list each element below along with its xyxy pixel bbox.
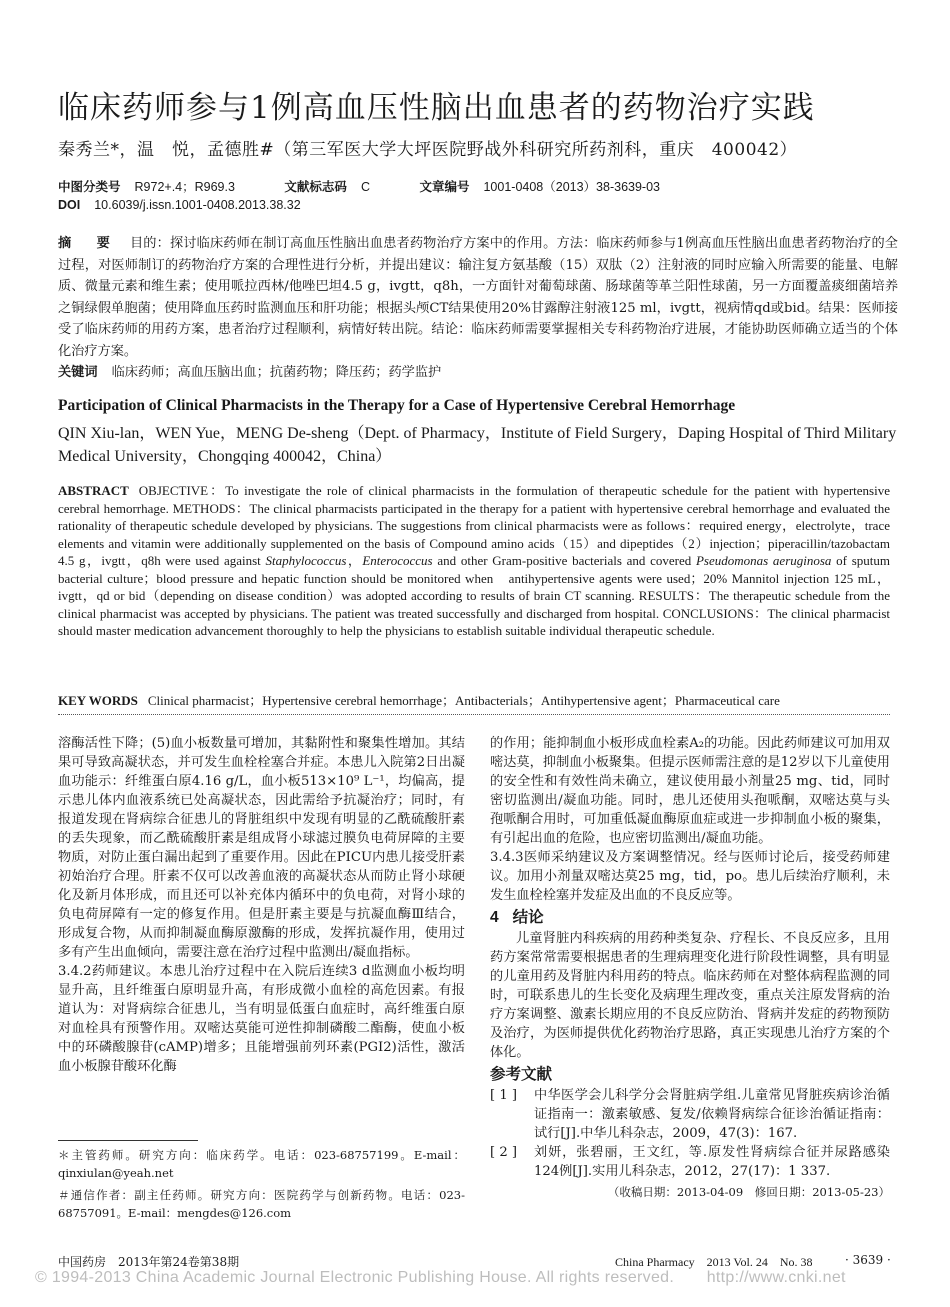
english-title: Participation of Clinical Pharmacists in the Therapy for a Case of Hypertensive Cerebral Hemorrhage <box>58 397 736 414</box>
body-right-column <box>490 734 890 1202</box>
right-paragraph-1: 的作用；能抑制血小板形成血栓素A₂的功能。因此药师建议可加用双嘧达莫，抑制血小板聚集。但提示医师需注意的是12岁以下儿童使用的安全性和有效性尚未确立，建议使用最小剂量25 mg、tid，同时密切监测出/凝血功能。同时，患儿还使用头孢哌酮，双嘧达莫与头孢哌酮合用时，可加重低凝血酶原血症或进一步抑制血小板的聚集，有引起出血的危险，也应密切监测出/凝血功能。 <box>490 736 890 846</box>
abstract-cn-text: 目的：探讨临床药师在制订高血压性脑出血患者药物治疗方案中的作用。方法：临床药师参与1例高血压性脑出血患者药物治疗的全过程，对医师制订的药物治疗方案的合理性进行分析，并提出建议：输注复方氨基酸（15）双肽（2）注射液的同时应输入所需要的能量、电解质、微量元素和维生素；使用哌拉西林/他唑巴坦4.5 g，ivgtt，q8h，一方面针对葡萄球菌、肠球菌等革兰阳性球菌，另一方面覆盖痰细菌培养之铜绿假单胞菌；使用降血压药时监测血压和肝功能；根据头颅CT结果使用20%甘露醇注射液125 ml，ivgtt，视病情qd或bid。结果：医师接受了临床药师的用药方案，患者治疗过程顺利，病情好转出院。结论：临床药师需要掌握相关专科药物治疗进展，才能协助医师确立适当的个体化治疗方案。 <box>58 236 898 359</box>
copyright-watermark: © 1994-2013 China Academic Journal Electronic Publishing House. All rights reserved. http://www.cnki.net <box>35 1269 846 1286</box>
doi-label: DOI <box>58 198 81 212</box>
article-number-value: 1001-0408（2013）38-3639-03 <box>483 180 660 194</box>
footer-journal-en: China Pharmacy 2013 Vol. 24 No. 38 <box>615 1255 813 1269</box>
reference-number: [ 2 ] <box>490 1145 518 1160</box>
clc-label: 中图分类号 <box>58 180 121 194</box>
section-4-heading <box>490 908 890 927</box>
abstract-en-part1: OBJECTIVE：To investigate the role of clinical pharmacists in the formulation of therapeutic schedule for the patient with hypertensive cerebral hemorrhage. METHODS：The clinical pharmacists participated in the therapy for a patient with hypertensive cerebral hemorrhage and evaluated the rationality of therapeutic schedule developed by physicians. The suggestions from clinical pharmacists were as follows：required energy，electrolyte，trace elements and vitamin were additionally supplemented on the basis of Compound amino acids（15）and dipeptides（2）injection；piperacillin/tazobactam 4.5 g，ivgtt，q8h were used against <box>58 483 890 568</box>
footer-journal-cn: 中国药房 2013年第24卷第38期 <box>58 1255 240 1269</box>
abstract-en-sep2: and other Gram-positive bacterials and covered <box>432 553 696 568</box>
keywords-cn-text: 临床药师；高血压脑出血；抗菌药物；降压药；药学监护 <box>111 365 442 380</box>
doc-code-value: C <box>360 180 370 194</box>
references-heading: 参考文献 <box>490 1066 553 1083</box>
abstract-cn-label: 摘 要 <box>58 235 116 250</box>
abstract-en-label: ABSTRACT <box>58 483 129 498</box>
abstract-en <box>58 482 890 640</box>
abstract-en-part2: of sputum bacterial culture；blood pressure and hepatic function should be monitored when antihypertensive agents were used；20% Mannitol injection 125 mL，ivgtt，qd or bid（depending on disease condition）was adopted according to results of brain CT scanning. RESULTS：The therapeutic schedule from the clinical pharmacist was accepted by physicians. The patient was treated successfully and discharged from hospital. CONCLUSIONS：The clinical pharmacist should master medication advancement thoroughly to help the physicians to establish suitable individual therapeutic schedule. <box>58 553 890 638</box>
footnote-2: ＃通信作者：副主任药师。研究方向：医院药学与创新药物。电话：023-68757091。E-mail：mengdes@126.com <box>58 1188 465 1220</box>
species-pseudomonas: Pseudomonas aeruginosa <box>695 553 832 568</box>
received-dates: （收稿日期：2013-04-09 修回日期：2013-05-23） <box>607 1185 890 1199</box>
footnote-rule <box>58 1140 198 1141</box>
section-3-4-3 <box>490 848 890 905</box>
english-authors: QIN Xiu-lan，WEN Yue，MENG De-sheng（Dept. of Pharmacy，Institute of Field Surgery，Daping Hospital of Third Military Medical University，Chongqing 400042，China） <box>58 425 897 465</box>
section-text: 药师建议。本患儿治疗过程中在入院后连续3 d监测血小板均明显升高，且纤维蛋白原明显升高，有形成微小血栓的高危因素。有报道认为：对肾病综合征患儿，当有明显低蛋白血症时，高纤维蛋白原对血栓具有预警作用。双嘧达莫能可逆性抑制磷酸二酯酶，使血小板中的环磷酸腺苷(cAMP)增多；且能增强前列环素(PGI2)活性，激活血小板腺苷酸环化酶 <box>58 964 465 1074</box>
species-staphylococcus: Staphylococcus <box>265 553 347 568</box>
reference-text: 刘妍，张碧丽，王文红，等.原发性肾病综合征并尿路感染124例[J].实用儿科杂志，2012，27(17)：1 337. <box>534 1145 890 1179</box>
footnote-1: ＊主管药师。研究方向：临床药学。电话：023-68757199。E-mail：qinxiulan@yeah.net <box>58 1148 465 1180</box>
doi-line <box>58 198 301 212</box>
reference-text: 中华医学会儿科学分会肾脏病学组.儿童常见肾脏疾病诊治循证指南一：激素敏感、复发/依赖肾病综合征诊治循证指南：试行[J].中华儿科杂志，2009，47(3)：167. <box>534 1088 890 1141</box>
article-number-label: 文章编号 <box>419 180 470 194</box>
reference-item <box>490 1086 890 1143</box>
page-number: · 3639 · <box>845 1253 891 1267</box>
section-text: 医师采纳建议及方案调整情况。经与医师讨论后，接受药师建议。加用小剂量双嘧达莫25 mg，tid，po。患儿后续治疗顺利，未发生血栓栓塞并发症及出血的不良反应等。 <box>490 850 890 903</box>
keywords-en <box>58 690 780 709</box>
doi-value[interactable]: 10.6039/j.issn.1001-0408.2013.38.32 <box>94 198 301 212</box>
keywords-en-label: KEY WORDS <box>58 693 138 708</box>
keywords-en-text: Clinical pharmacist；Hypertensive cerebral hemorrhage；Antibacterials；Antihypertensive agent；Pharmaceutical care <box>147 693 780 708</box>
left-paragraph-1: 溶酶活性下降；(5)血小板数量可增加，其黏附性和聚集性增加。其结果可导致高凝状态，并可发生血栓栓塞合并症。本患儿入院第2日出凝血功能示：纤维蛋白原4.16 g/L，血小板513×10⁹ L⁻¹，均偏高，提示患儿体内血液系统已处高凝状态，因此需给予抗凝治疗；同时，有报道发现在肾病综合征患儿的肾脏组织中发现有明显的乙酰硫酸肝素的丢失现象，而乙酰硫酸肝素是组成肾小球滤过膜负电荷屏障的主要物质，对防止蛋白漏出起到了重要作用。因此在PICU内患儿接受肝素初始治疗合理。肝素不仅可以改善血液的高凝状态从而防止肾小球硬化及新月体形成，而且还可以补充体内循环中的负电荷，对肾小球的负电荷屏障有一定的修复作用。但是肝素主要是与抗凝血酶Ⅲ结合，形成复合物，从而抑制凝血酶原激酶的形成，发挥抗凝作用，使用过多有产生出血倾向，需要注意在治疗过程中监测出/凝血指标。 <box>58 736 465 960</box>
author-line: 秦秀兰*，温 悦，孟德胜#（第三军医大学大坪医院野战外科研究所药剂科，重庆 400042） <box>58 140 798 160</box>
conclusion-paragraph: 儿童肾脏内科疾病的用药种类复杂、疗程长、不良反应多，且用药方案常常需要根据患者的生理病理变化进行阶段性调整，具有明显的儿童用药及肾脏内科用药的特点。临床药师在对整体病程监测的同时，可联系患儿的生长变化及病理生理改变，重点关注原发肾病的治疗方案调整、激素长期应用的不良反应防治、肾病并发症的药物预防及治疗，为医师提供优化药物治疗思路，真正实现患儿治疗方案的个体化。 <box>490 931 890 1060</box>
doc-code-label: 文献标志码 <box>284 180 347 194</box>
section-number: 3.4.3 <box>490 850 524 865</box>
body-left-column <box>58 734 465 1076</box>
clc-value: R972+.4；R969.3 <box>134 180 235 194</box>
dotted-separator <box>58 714 890 715</box>
section-4-title: 结论 <box>512 909 544 926</box>
abstract-cn <box>58 232 898 362</box>
species-enterococcus: Enterococcus <box>362 553 433 568</box>
keywords-cn-label: 关键词 <box>58 364 98 379</box>
reference-number: [ 1 ] <box>490 1088 518 1103</box>
section-3-4-2 <box>58 962 465 1076</box>
section-number: 3.4.2 <box>58 964 92 979</box>
reference-item <box>490 1143 890 1181</box>
keywords-cn <box>58 361 441 380</box>
classification-line <box>58 177 660 195</box>
abstract-en-sep1: ， <box>346 553 363 568</box>
section-4-number: 4 <box>490 909 499 926</box>
article-title: 临床药师参与1例高血压性脑出血患者的药物治疗实践 <box>58 90 815 126</box>
